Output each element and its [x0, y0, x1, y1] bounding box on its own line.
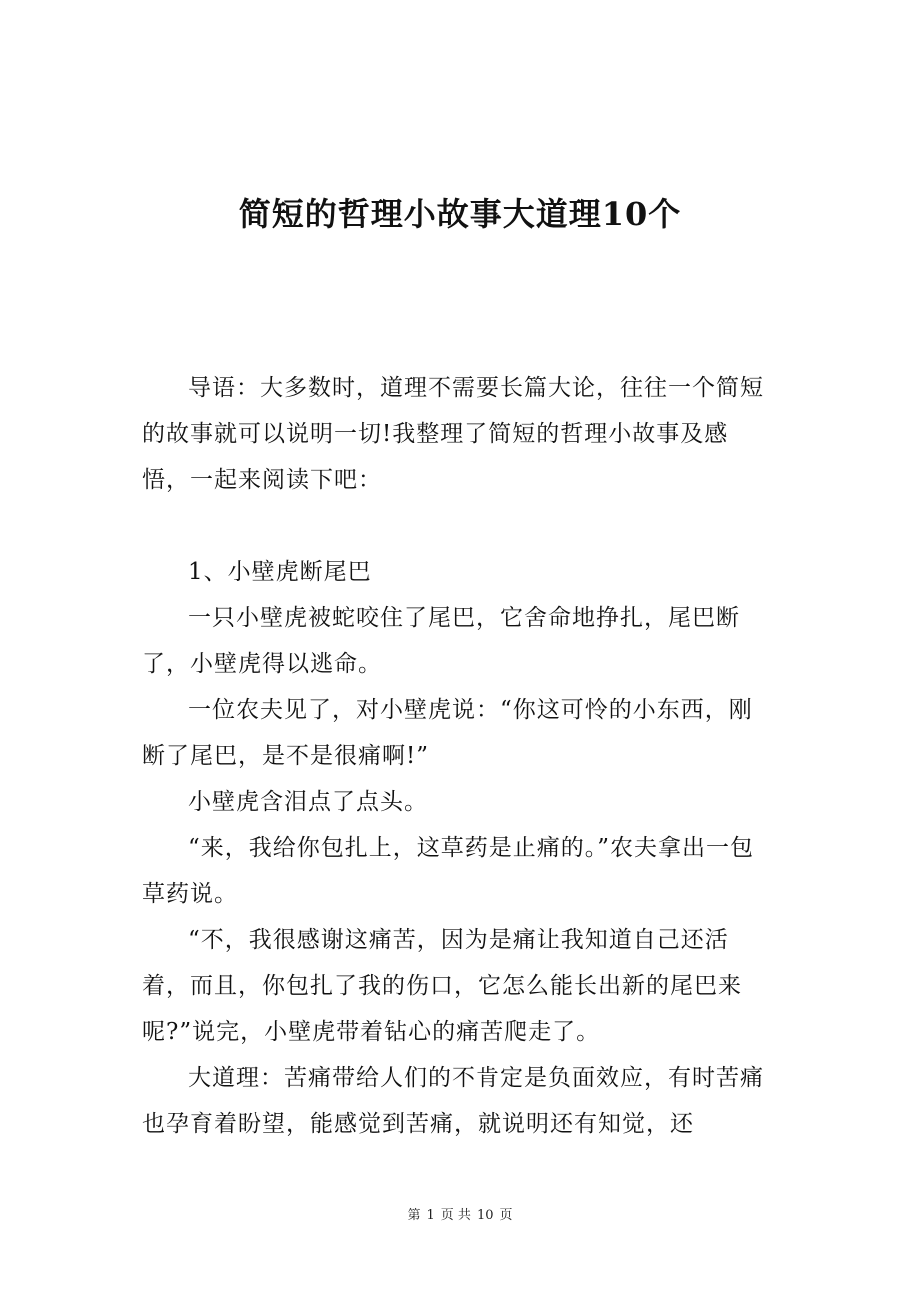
page-label-suffix: 页	[499, 1208, 513, 1223]
page-label-prefix: 第	[407, 1208, 421, 1223]
body-paragraph: 小壁虎含泪点了点头。	[188, 789, 428, 815]
current-page-number: 1	[426, 1208, 435, 1223]
document-title: 简短的哲理小故事大道理10个	[238, 195, 682, 233]
page-footer	[0, 1206, 920, 1226]
paragraph-gap	[142, 503, 772, 549]
moral-paragraph: 大道理：苦痛带给人们的不肯定是负面效应，有时苦痛也孕育着盼望，能感觉到苦痛，就说明还有知觉，还	[142, 1065, 764, 1137]
total-pages-number: 10	[476, 1208, 494, 1223]
body-paragraph: 一只小壁虎被蛇咬住了尾巴，它舍命地挣扎，尾巴断了，小壁虎得以逃命。	[142, 605, 740, 677]
page-label-mid: 页 共	[440, 1208, 471, 1223]
intro-paragraph: 导语：大多数时，道理不需要长篇大论，往往一个简短的故事就可以说明一切!我整理了简短的哲理小故事及感悟，一起来阅读下吧：	[142, 375, 764, 493]
section-heading: 1、小壁虎断尾巴	[188, 559, 372, 585]
body-paragraph: “来，我给你包扎上，这草药是止痛的。”农夫拿出一包草药说。	[142, 835, 755, 907]
document-body	[142, 365, 772, 1147]
body-paragraph: 一位农夫见了，对小壁虎说：“你这可怜的小东西，刚断了尾巴，是不是很痛啊!”	[142, 697, 753, 769]
body-paragraph: “不，我很感谢这痛苦，因为是痛让我知道自己还活着，而且，你包扎了我的伤口，它怎么能长出新的尾巴来呢?”说完，小壁虎带着钻心的痛苦爬走了。	[142, 927, 742, 1045]
